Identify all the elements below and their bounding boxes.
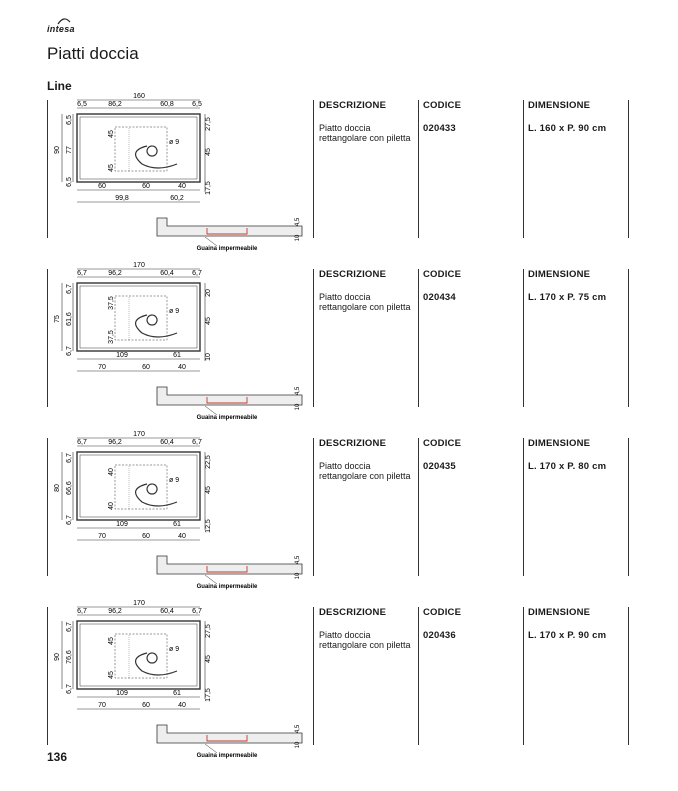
total-width-label: 170 <box>133 600 145 607</box>
dimension-label: 6,7 <box>66 622 73 632</box>
total-depth-label: 80 <box>54 484 61 492</box>
dimension-label: 60 <box>142 702 150 709</box>
section-profile <box>157 556 302 574</box>
column-rule <box>418 438 419 576</box>
dimension-label: 109 <box>116 521 128 528</box>
dimension-label: 10 <box>295 234 301 242</box>
dimension-label: 4,5 <box>295 386 301 396</box>
column-header-description: DESCRIZIONE <box>319 100 387 111</box>
dimension-label: 99,8 <box>115 195 129 202</box>
dimension-label: 40 <box>178 533 186 540</box>
section-profile <box>157 218 302 236</box>
drawing-line <box>205 575 217 584</box>
dimension-label: 45 <box>205 148 212 156</box>
column-header-code: CODICE <box>423 100 462 111</box>
dimension-label: 40 <box>178 183 186 190</box>
dimension-label: 40 <box>108 502 115 510</box>
dimension-label: 60,8 <box>160 101 174 108</box>
product-dimension: L. 170 x P. 80 cm <box>528 461 607 472</box>
column-rule <box>628 607 629 745</box>
column-rule <box>523 100 524 238</box>
column-rule <box>418 607 419 745</box>
column-dimension <box>528 100 606 134</box>
dimension-label: 60 <box>98 183 106 190</box>
dimension-label: 45 <box>108 164 115 172</box>
column-code <box>423 100 461 134</box>
dimension-label: 20 <box>205 289 212 297</box>
total-width-label: 170 <box>133 431 145 438</box>
dimension-label: 70 <box>98 533 106 540</box>
product-code: 020434 <box>423 292 456 303</box>
dimension-label: 40 <box>178 702 186 709</box>
dimension-label: 6,5 <box>66 177 73 187</box>
column-rule <box>313 607 314 745</box>
tray-inner <box>80 117 197 179</box>
brand-logo: intesa <box>47 24 75 34</box>
product-row <box>0 431 678 603</box>
dimension-label: 4,5 <box>295 724 301 734</box>
tray-outline <box>77 621 200 689</box>
dimension-label: 6,7 <box>66 284 73 294</box>
column-rule <box>628 438 629 576</box>
technical-drawing <box>47 261 309 426</box>
dimension-label: 96,2 <box>108 439 122 446</box>
product-dimension: L. 170 x P. 90 cm <box>528 630 607 641</box>
drain-area <box>115 296 167 340</box>
dimension-label: 70 <box>98 702 106 709</box>
dimension-label: 45 <box>108 637 115 645</box>
column-description <box>319 269 411 312</box>
guaina-label: Guaina impermeabile <box>196 584 258 590</box>
total-depth-label: 75 <box>54 315 61 323</box>
column-dimension <box>528 438 606 472</box>
drain-diameter-label: ø 9 <box>169 646 180 653</box>
dimension-label: 96,2 <box>108 270 122 277</box>
tray-outline <box>77 283 200 351</box>
product-description: Piatto doccia rettangolare con piletta <box>319 123 411 143</box>
product-description: Piatto doccia rettangolare con piletta <box>319 292 411 312</box>
drain-area <box>115 465 167 509</box>
product-description: Piatto doccia rettangolare con piletta <box>319 630 411 650</box>
column-dimension <box>528 269 606 303</box>
column-rule <box>523 269 524 407</box>
column-header-code: CODICE <box>423 607 462 618</box>
tray-outline <box>77 114 200 182</box>
product-code: 020433 <box>423 123 456 134</box>
column-description <box>319 100 411 143</box>
dimension-label: 6,7 <box>66 684 73 694</box>
tray-inner <box>80 455 197 517</box>
section-title: Line <box>47 79 72 93</box>
dimension-label: 60,2 <box>170 195 184 202</box>
dimension-label: 10 <box>205 353 212 361</box>
drawing-line <box>205 744 217 753</box>
dimension-label: 96,2 <box>108 608 122 615</box>
total-width-label: 170 <box>133 262 145 269</box>
dimension-label: 6,7 <box>77 608 87 615</box>
dimension-label: 6,7 <box>77 270 87 277</box>
dimension-label: 4,5 <box>295 555 301 565</box>
dimension-label: 4,5 <box>295 217 301 227</box>
dimension-label: 6,7 <box>192 270 202 277</box>
dimension-label: 40 <box>178 364 186 371</box>
drain-icon <box>147 484 157 494</box>
dimension-label: 60 <box>142 183 150 190</box>
dimension-label: 45 <box>108 671 115 679</box>
tray-outline <box>77 452 200 520</box>
dimension-label: 66,6 <box>66 481 73 495</box>
dimension-label: 109 <box>116 690 128 697</box>
column-header-dimension: DIMENSIONE <box>528 100 591 111</box>
column-dimension <box>528 607 606 641</box>
dimension-label: 60,4 <box>160 608 174 615</box>
column-description <box>319 438 411 481</box>
column-header-code: CODICE <box>423 269 462 280</box>
dimension-label: 6,7 <box>66 346 73 356</box>
section-profile <box>157 725 302 743</box>
dimension-label: 6,7 <box>66 515 73 525</box>
dimension-label: 10 <box>295 572 301 580</box>
page-number: 136 <box>47 750 68 764</box>
dimension-label: 40 <box>108 468 115 476</box>
dimension-label: 61 <box>173 521 181 528</box>
total-depth-label: 90 <box>54 653 61 661</box>
product-code: 020436 <box>423 630 456 641</box>
product-row <box>0 262 678 434</box>
column-code <box>423 269 461 303</box>
dimension-label: 45 <box>108 130 115 138</box>
product-row <box>0 600 678 772</box>
dimension-label: 61,6 <box>66 312 73 326</box>
technical-drawing <box>47 430 309 595</box>
dimension-label: 27,5 <box>205 117 212 131</box>
tray-inner <box>80 286 197 348</box>
dimension-label: 17,5 <box>205 181 212 195</box>
dimension-label: 6,7 <box>192 608 202 615</box>
column-code <box>423 438 461 472</box>
dimension-label: 22,5 <box>205 455 212 469</box>
technical-drawing <box>47 599 309 764</box>
column-code <box>423 607 461 641</box>
product-row <box>0 93 678 265</box>
dimension-label: 17,5 <box>205 688 212 702</box>
dimension-label: 77 <box>66 146 73 154</box>
column-rule <box>313 100 314 238</box>
column-rule <box>313 438 314 576</box>
column-description <box>319 607 411 650</box>
guaina-label: Guaina impermeabile <box>196 246 258 252</box>
dimension-label: 60 <box>142 533 150 540</box>
column-rule <box>313 269 314 407</box>
dimension-label: 6,7 <box>66 453 73 463</box>
dimension-label: 10 <box>295 741 301 749</box>
column-header-dimension: DIMENSIONE <box>528 438 591 449</box>
column-header-dimension: DIMENSIONE <box>528 607 591 618</box>
column-rule <box>523 438 524 576</box>
column-header-dimension: DIMENSIONE <box>528 269 591 280</box>
dimension-label: 6,5 <box>192 101 202 108</box>
dimension-label: 86,2 <box>108 101 122 108</box>
technical-drawing <box>47 92 309 257</box>
drain-area <box>115 634 167 678</box>
column-rule <box>418 269 419 407</box>
dimension-label: 6,5 <box>77 101 87 108</box>
drain-diameter-label: ø 9 <box>169 308 180 315</box>
guaina-label: Guaina impermeabile <box>196 415 258 421</box>
dimension-label: 37,5 <box>108 330 115 344</box>
dimension-label: 10 <box>295 403 301 411</box>
dimension-label: 70 <box>98 364 106 371</box>
dimension-label: 37,5 <box>108 296 115 310</box>
dimension-label: 6,7 <box>77 439 87 446</box>
product-code: 020435 <box>423 461 456 472</box>
dimension-label: 6,5 <box>66 115 73 125</box>
guaina-label: Guaina impermeabile <box>196 753 258 759</box>
product-dimension: L. 170 x P. 75 cm <box>528 292 607 303</box>
drain-diameter-label: ø 9 <box>169 139 180 146</box>
dimension-label: 27,5 <box>205 624 212 638</box>
drawing-line <box>205 237 217 246</box>
drain-area <box>115 127 167 171</box>
column-rule <box>418 100 419 238</box>
dimension-label: 45 <box>205 317 212 325</box>
product-description: Piatto doccia rettangolare con piletta <box>319 461 411 481</box>
dimension-label: 61 <box>173 690 181 697</box>
dimension-label: 109 <box>116 352 128 359</box>
dimension-label: 60 <box>142 364 150 371</box>
section-profile <box>157 387 302 405</box>
column-header-description: DESCRIZIONE <box>319 607 387 618</box>
dimension-label: 45 <box>205 486 212 494</box>
dimension-label: 45 <box>205 655 212 663</box>
dimension-label: 6,7 <box>192 439 202 446</box>
column-header-code: CODICE <box>423 438 462 449</box>
product-dimension: L. 160 x P. 90 cm <box>528 123 607 134</box>
column-rule <box>628 269 629 407</box>
dimension-label: 60,4 <box>160 439 174 446</box>
column-header-description: DESCRIZIONE <box>319 438 387 449</box>
column-header-description: DESCRIZIONE <box>319 269 387 280</box>
drawing-line <box>205 406 217 415</box>
total-depth-label: 90 <box>54 146 61 154</box>
dimension-label: 76,6 <box>66 650 73 664</box>
tray-inner <box>80 624 197 686</box>
column-rule <box>523 607 524 745</box>
column-rule <box>628 100 629 238</box>
drain-icon <box>147 146 157 156</box>
dimension-label: 61 <box>173 352 181 359</box>
dimension-label: 60,4 <box>160 270 174 277</box>
page-title: Piatti doccia <box>47 44 139 63</box>
drain-icon <box>147 653 157 663</box>
drain-diameter-label: ø 9 <box>169 477 180 484</box>
total-width-label: 160 <box>133 93 145 100</box>
drain-icon <box>147 315 157 325</box>
dimension-label: 12,5 <box>205 519 212 533</box>
